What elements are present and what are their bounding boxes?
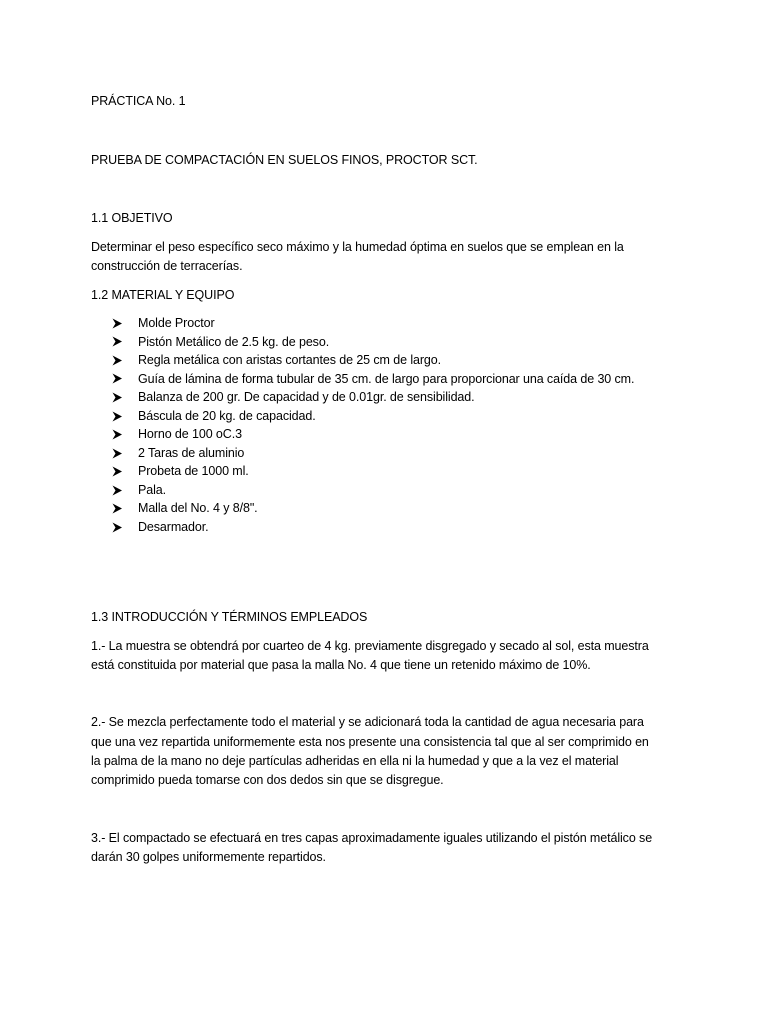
- list-item: [112, 518, 634, 537]
- point-2-line-1: 2.- Se mezcla perfectamente todo el material y se adicionará toda la cantidad de agua necesaria para: [91, 715, 644, 729]
- list-item-text: 2 Taras de aluminio: [138, 445, 245, 460]
- list-item-text: Horno de 100 oC.3: [138, 427, 242, 442]
- arrowhead-bullet-icon: [112, 462, 126, 481]
- list-item: [112, 333, 634, 352]
- arrowhead-bullet-icon: [112, 314, 126, 333]
- list-item-text: Probeta de 1000 ml.: [138, 464, 249, 479]
- list-item: [112, 481, 634, 500]
- point-2-line-2: que una vez repartida uniformemente esta nos presente una consistencia tal que al ser comprimido en: [91, 735, 649, 749]
- list-item: [112, 314, 634, 333]
- list-item: [112, 499, 634, 518]
- section-heading-objetivo: 1.1 OBJETIVO: [91, 211, 173, 225]
- point-3-line-1: 3.- El compactado se efectuará en tres capas aproximadamente iguales utilizando el pistón metálico se: [91, 831, 653, 845]
- objetivo-line-1: Determinar el peso específico seco máximo y la humedad óptima en suelos que se emplean en la: [91, 240, 624, 254]
- list-item-text: Regla metálica con aristas cortantes de 25 cm de largo.: [138, 353, 441, 368]
- arrowhead-bullet-icon: [112, 425, 126, 444]
- point-2-line-4: comprimido pueda tomarse con dos dedos sin que se disgregue.: [91, 773, 444, 787]
- objetivo-line-2: construcción de terracerías.: [91, 259, 243, 273]
- list-item-text: Malla del No. 4 y 8/8".: [138, 501, 258, 516]
- list-item-text: Báscula de 20 kg. de capacidad.: [138, 408, 316, 423]
- list-item-text: Pistón Metálico de 2.5 kg. de peso.: [138, 334, 330, 349]
- point-1-line-1: 1.- La muestra se obtendrá por cuarteo de 4 kg. previamente disgregado y secado al sol, esta muestra: [91, 639, 649, 653]
- list-item: [112, 407, 634, 426]
- equipment-list: [112, 314, 634, 537]
- list-item-text: Desarmador.: [138, 520, 209, 535]
- list-item-text: Guía de lámina de forma tubular de 35 cm. de largo para proporcionar una caída de 30 cm.: [138, 371, 635, 386]
- arrowhead-bullet-icon: [112, 351, 126, 370]
- point-1-line-2: está constituida por material que pasa la malla No. 4 que tiene un retenido máximo de 10%.: [91, 658, 591, 672]
- test-title: PRUEBA DE COMPACTACIÓN EN SUELOS FINOS, PROCTOR SCT.: [91, 153, 478, 167]
- list-item-text: Pala.: [138, 482, 166, 497]
- arrowhead-bullet-icon: [112, 499, 126, 518]
- list-item: [112, 388, 634, 407]
- arrowhead-bullet-icon: [112, 481, 126, 500]
- point-3-line-2: darán 30 golpes uniformemente repartidos.: [91, 850, 326, 864]
- arrowhead-bullet-icon: [112, 518, 126, 537]
- list-item: [112, 444, 634, 463]
- arrowhead-bullet-icon: [112, 333, 126, 352]
- list-item: [112, 370, 634, 389]
- section-heading-introduccion: 1.3 INTRODUCCIÓN Y TÉRMINOS EMPLEADOS: [91, 610, 368, 624]
- list-item: [112, 462, 634, 481]
- arrowhead-bullet-icon: [112, 444, 126, 463]
- arrowhead-bullet-icon: [112, 407, 126, 426]
- practice-title: PRÁCTICA No. 1: [91, 94, 186, 108]
- point-2-line-3: la palma de la mano no deje partículas adheridas en ella ni la humedad y que a la vez el material: [91, 754, 619, 768]
- arrowhead-bullet-icon: [112, 388, 126, 407]
- arrowhead-bullet-icon: [112, 370, 126, 389]
- list-item-text: Molde Proctor: [138, 316, 215, 330]
- section-heading-material-equipo: 1.2 MATERIAL Y EQUIPO: [91, 288, 235, 302]
- list-item: [112, 351, 634, 370]
- list-item-text: Balanza de 200 gr. De capacidad y de 0.01gr. de sensibilidad.: [138, 390, 475, 405]
- list-item: [112, 425, 634, 444]
